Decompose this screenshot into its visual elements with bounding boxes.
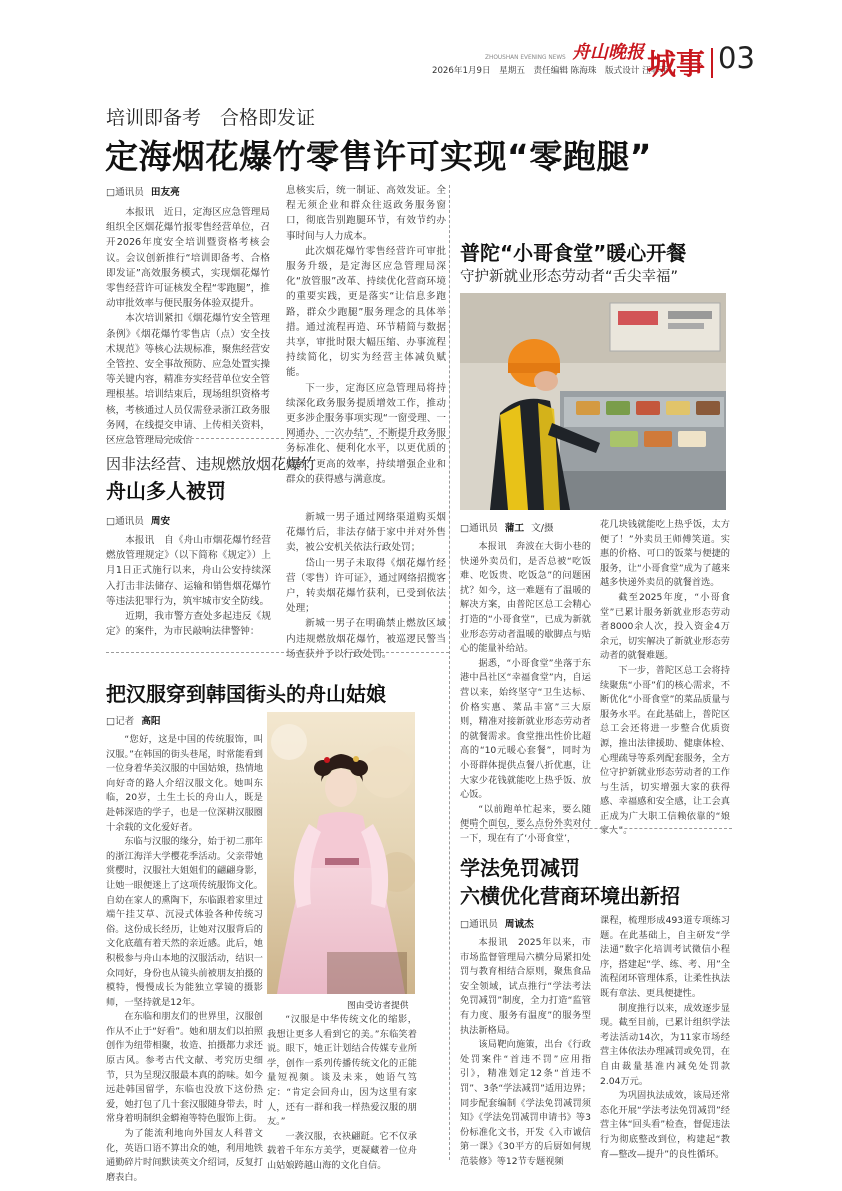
byline-label: □记者 — [106, 716, 135, 727]
article1-column-1 — [106, 205, 270, 448]
paragraph: “汉服是中华传统文化的缩影，我想让更多人看到它的美。”东临笑着说。眼下，她正计划结合传媒专业所学，创作一系列传播传统文化的正能量短视频。谈及未来，她语气笃定：“肯定会回舟山，因为这里有家人，还有一群和我一样热爱汉服的朋友。” — [267, 1014, 417, 1128]
byline-author: 周诚杰 — [504, 919, 534, 930]
article1-kicker: 培训即备考 合格即发证 — [106, 107, 316, 129]
article4-column-2 — [600, 518, 730, 839]
paragraph: 在东临和朋友们的世界里，汉服创作从不止于“好看”。她和朋友们以拍照创作为纽带相聚，妆造、拍摄都力求还原古风。参考古代文献、考究历史细节，只为呈现汉服最本真的韵味。如今远赴韩国留学，东临也没放下这份热爱，她打包了几十套汉服随身带去，时常身着明制织金蟒袍等特色服饰上街。 — [106, 1011, 263, 1125]
paragraph: 为巩固执法成效，该局还常态化开展“学法考法免罚减罚”经营主体“回头看”检查，督促违法行为彻底整改到位，构建起“教育—整改—提升”的良性循环。 — [600, 1090, 730, 1160]
paragraph: 一袭汉服，衣袂翩跹。它不仅承载着千年东方美学，更凝藏着一位舟山姑娘跨越山海的文化自信。 — [267, 1130, 417, 1171]
paragraph: 新城一男子通过网络渠道购买烟花爆竹后，非法存储于家中并对外售卖，被公安机关依法行政处罚； — [286, 512, 446, 554]
byline-label: □通讯员 — [106, 516, 144, 527]
column-divider — [449, 185, 450, 1160]
byline-label: □通讯员 — [460, 523, 498, 534]
article3-column-2 — [267, 1013, 417, 1174]
paragraph: 截至2025年度，“小哥食堂”已累计服务新就业形态劳动者8000余人次，投入资金4万余元，切实解决了新就业形态劳动者的就餐难题。 — [600, 591, 730, 662]
paper-name-logo: 舟山晚报 — [572, 42, 644, 63]
canteen-photo-illustration — [460, 293, 726, 510]
paragraph: 下一步，定海区应急管理局将持续深化政务服务提质增效工作，推动更多涉企服务事项实现“一窗受理、一网通办、一次办结”，不断提升政务服务标准化、便利化水平，以更优质的服务、更高的效率，持续增强企业和群众的获得感与满意度。 — [286, 382, 446, 485]
article1-byline — [106, 184, 180, 198]
paragraph: 为了能流利地向外国友人科普文化，英语口语不算出众的她，利用地铁通勤碎片时间默读英文介绍词，反复打磨表白。 — [106, 1128, 263, 1183]
photo-caption: 图由受访者提供 — [347, 1001, 409, 1011]
article5-column-1 — [460, 936, 591, 1170]
article2-column-1 — [106, 533, 271, 639]
divider — [460, 828, 732, 829]
paper-pinyin: ZHOUSHAN EVENING NEWS — [485, 55, 566, 61]
paragraph: 息核实后，统一制证、高效发证。全程无须企业和群众往返政务服务窗口，彻底告别跑腿环节，有效节约办事时间与人力成本。 — [286, 185, 446, 242]
paragraph: 本报讯 2025年以来，市市场监督管理局六横分局紧扣处罚与教育相结合原则，聚焦食品安全领域，试点推行“学法考法免罚减罚”制度，全力打造“监管有力度、服务有温度”的服务型执法新格局。 — [460, 937, 591, 1036]
byline-author: 蒲工 — [504, 523, 525, 534]
paragraph: 下一步，普陀区总工会将持续聚焦“小哥”们的核心需求，不断优化“小哥食堂”的菜品质量与服务水平。在此基础上，普陀区总工会还将进一步整合优质资源，推出法律援助、健康体检、心理疏导等系列配套服务，全方位守护新就业形态劳动者的工作与生活，切实增强大家的获得感、幸福感和安全感，让工会真正成为广大职工信赖依靠的“娘家人”。 — [600, 664, 730, 837]
article2-column-2 — [286, 510, 446, 662]
page-number: 03 — [718, 41, 755, 75]
paragraph: 据悉，“小哥食堂”坐落于东港中昌社区“幸福食堂”内，自运营以来，始终坚守“卫生达标、价格实惠、菜品丰富”三大原则，精准对接新就业形态劳动者的就餐需求。食堂推出性价比超高的“10元暖心套餐”，同时为小哥群体提供点餐八折优惠，让大家少花钱就能吃上热乎饭、放心饭。 — [460, 657, 591, 801]
article4-byline — [460, 520, 554, 534]
paragraph: “您好，这是中国的传统服饰，叫汉服。”在韩国的街头巷尾，时常能看到一位身着华美汉服的中国姑娘，热情地向好奇的路人介绍汉服文化。她叫东临，20岁，土生土长的舟山人，既是赴韩深造的学子，也是一位深耕汉服圈十余载的文化爱好者。 — [106, 734, 263, 833]
section-divider — [711, 48, 713, 78]
paragraph: 近期，我市警方查处多起违反《规定》的案件，为市民敲响法律警钟： — [106, 611, 271, 638]
date-line: 2026年1月9日 星期五 责任编辑 陈海珠 版式设计 汪菲菲 — [432, 66, 668, 76]
section-title: 城事 — [647, 47, 706, 81]
article5-headline-line2: 六横优化营商环境出新招 — [460, 884, 680, 908]
paragraph: 课程，梳理形成493道专项练习题。在此基础上，自主研发“学法通”数字化培训考试微信小程序，搭建起“学、练、考、用”全流程闭环管理体系，让柔性执法既有章法、更具便捷性。 — [600, 915, 730, 999]
article1-column-2 — [286, 183, 446, 487]
hanfu-photo-illustration — [267, 712, 415, 994]
canteen-photo — [460, 293, 726, 510]
divider — [106, 652, 449, 653]
article4-subhead: 守护新就业形态劳动者“舌尖幸福” — [460, 269, 679, 285]
paragraph: “以前跑单忙起来，要么随便啃个面包，要么点份外卖对付一下，现在有了‘小哥食堂’， — [460, 803, 591, 844]
article3-byline — [106, 713, 161, 727]
byline-suffix: 文/摄 — [531, 523, 554, 534]
article2-byline — [106, 513, 170, 527]
byline-label: □通讯员 — [106, 187, 144, 198]
article5-column-2 — [600, 914, 730, 1162]
paragraph: 花几块钱就能吃上热乎饭，太方便了！”外卖员王师傅笑道。实惠的价格、可口的饭菜与便捷的服务，让“小哥食堂”成为了越来越多快递外卖员的就餐首选。 — [600, 519, 730, 589]
paragraph: 本次培训紧扣《烟花爆竹安全管理条例》《烟花爆竹零售店（点）安全技术规范》等核心法规标准，聚焦经营安全管控、安全事故预防、应急处置实操等关键内容，精准夯实经营单位安全管理根基。培训结束后，现场组织资格考核，考核通过人员仅需登录浙江政务服务网，在线提交申请、上传相关资料，区应急管理局完成信 — [106, 313, 270, 447]
article5-headline-line1: 学法免罚减罚 — [460, 856, 580, 880]
divider — [106, 438, 449, 439]
byline-author: 田友亮 — [150, 187, 180, 198]
paragraph: 本报讯 近日，定海区应急管理局组织全区烟花爆竹报零售经营单位，召开2026年度安全培训暨资格考核会议。会议创新推行“培训即备考、合格即发证”高效服务模式，实现烟花爆竹零售经营许可证核发全程“零跑腿”，推动审批效率与便民服务体验双提升。 — [106, 207, 270, 310]
masthead — [0, 0, 842, 80]
paragraph: 东临与汉服的缘分，始于初二那年的浙江海洋大学樱花季活动。父亲带她赏樱时，汉服社大姐姐们的翩翩身影，让她一眼便迷上了这项传统服饰文化。自幼在家人的熏陶下，东临跟着家里过端午挂艾草、沉浸式体验各种传统习俗。这份成长经历，让她对汉服背后的文化底蕴有着天然的亲近感。此后，她积极参与舟山本地的汉服活动，结识一众同好，身份也从镜头前被朋友拍摄的模特，慢慢成长为能独立掌镜的摄影师，一坚持就是12年。 — [106, 836, 263, 1008]
article4-headline: 普陀“小哥食堂”暖心开餐 — [460, 241, 687, 265]
byline-author: 高阳 — [141, 716, 161, 727]
byline-label: □通讯员 — [460, 919, 498, 930]
article3-headline: 把汉服穿到韩国街头的舟山姑娘 — [106, 682, 386, 706]
article5-byline — [460, 916, 534, 930]
hanfu-girl-photo — [267, 712, 415, 994]
paragraph: 该局靶向施策，出台《行政处罚案件“首违不罚”应用指引》，精准划定12条“首违不罚”、3条“学法减罚”适用边界；同步配套编制《学法免罚减罚须知》《学法免罚减罚申请书》等3份标准化文书，开发《入市诚信第一课》《30平方的后厨如何规范装修》等12节专题视频 — [460, 1039, 591, 1167]
article4-column-1 — [460, 540, 591, 846]
article2-kicker: 因非法经营、违规燃放烟花爆竹 — [106, 455, 317, 473]
article1-headline: 定海烟花爆竹零售许可实现“零跑腿” — [105, 137, 652, 176]
article2-headline: 舟山多人被罚 — [106, 479, 226, 503]
paragraph: 本报讯 奔波在大街小巷的快递外卖员们，是否总被“吃饭难、吃饭贵、吃饭急”的问题困扰？如今，这一难题有了温暖的解决方案，由普陀区总工会精心打造的“小哥食堂”，已成为新就业形态劳动者温暖的歇脚点与贴心的能量补给站。 — [460, 541, 591, 655]
paragraph: 本报讯 自《舟山市烟花爆竹经营燃放管理规定》（以下简称《规定》）上月1日正式施行以来，舟山公安持续深入打击非法储存、运输和销售烟花爆竹等违法犯罪行为，筑牢城市安全防线。 — [106, 535, 271, 607]
paragraph: 岱山一男子未取得《烟花爆竹经营（零售）许可证》，通过网络招揽客户，转卖烟花爆竹获利，已受到依法处理； — [286, 557, 446, 615]
article3-column-1 — [106, 733, 263, 1185]
byline-author: 周安 — [150, 516, 171, 527]
paragraph: 此次烟花爆竹零售经营许可审批服务升级，是定海区应急管理局深化“放管服”改革、持续优化营商环境的重要实践，更是落实“让信息多跑路，群众少跑腿”服务理念的具体举措。通过流程再造、环节精简与数据共享，审批时限大幅压缩、办事流程持续简化，切实为经营主体减负赋能。 — [286, 245, 446, 379]
paragraph: 制度推行以来，成效逐步显现。截至目前，已累计组织学法考法活动14次，为11家市场经营主体依法办理减罚或免罚，在自由裁量基准内减免处罚款2.04万元。 — [600, 1002, 730, 1087]
paragraph: 新城一男子在明确禁止燃放区域内违规燃放烟花爆竹，被巡逻民警当场查获并予以行政处罚。 — [286, 618, 446, 660]
